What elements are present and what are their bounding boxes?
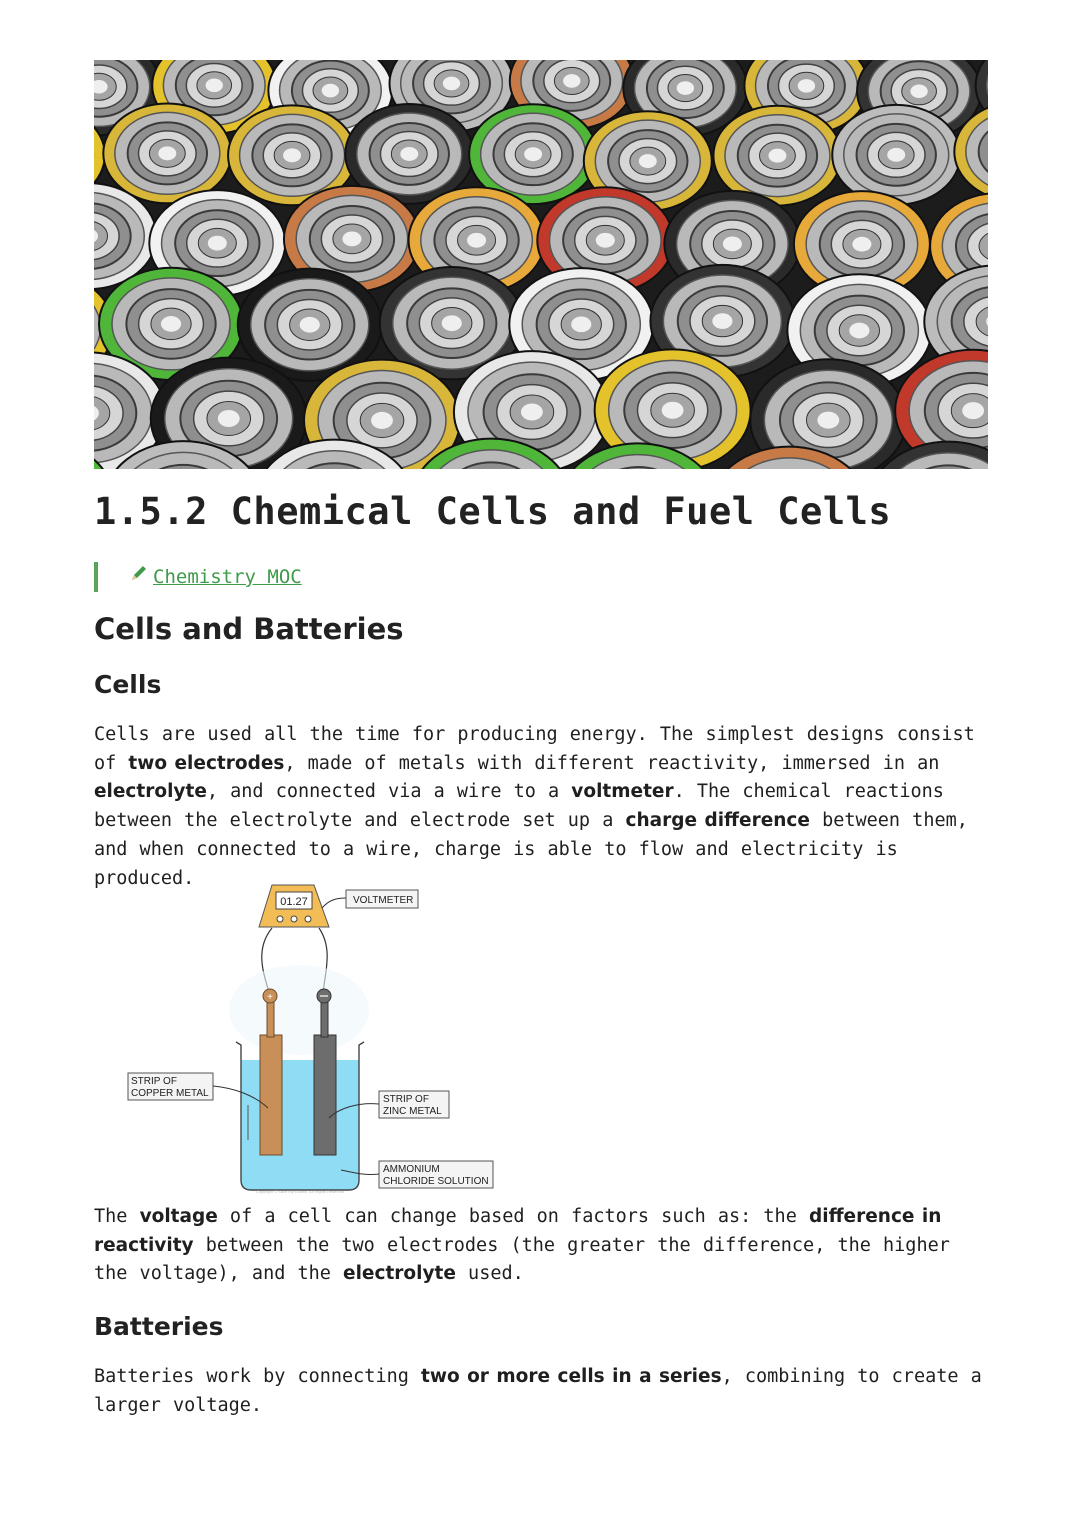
copper-electrode xyxy=(260,1035,282,1155)
cells-heading: Cells xyxy=(94,670,162,699)
solution-label-1: AMMONIUM xyxy=(383,1164,440,1175)
voltmeter-reading: 01.27 xyxy=(280,896,308,908)
pencil-icon xyxy=(129,563,149,588)
moc-link-label: Chemistry MOC xyxy=(153,566,302,588)
cells-p2-run: electrolyte xyxy=(343,1263,456,1285)
copper-label-1: STRIP OF xyxy=(131,1076,177,1087)
diagram-copyright: Copyright © Save My Exams. All Rights Reserved xyxy=(255,1189,345,1194)
batteries-p-run: Batteries work by connecting xyxy=(94,1366,422,1387)
cells-p1-run: electrolyte xyxy=(94,781,207,803)
zinc-electrode xyxy=(314,1035,336,1155)
callout-bar xyxy=(94,562,98,592)
electrochemical-cell-diagram xyxy=(124,880,504,1200)
zinc-label-1: STRIP OF xyxy=(383,1094,429,1105)
batteries-p-run: , combining to create a larger voltage. xyxy=(94,1366,982,1416)
cells-p2-run: voltage xyxy=(139,1206,218,1227)
voltmeter-label: VOLTMETER xyxy=(353,895,414,906)
cells-p2-run: between the two electrodes (the greater the difference, the higher the voltage), and the xyxy=(94,1234,950,1285)
chemistry-moc-link[interactable] xyxy=(129,563,302,588)
battery-top xyxy=(103,103,231,203)
batteries-paragraph xyxy=(94,1363,994,1420)
voltmeter-icon xyxy=(259,885,329,927)
solution-label-2: CHLORIDE SOLUTION xyxy=(383,1176,489,1187)
cells-p2-run: used. xyxy=(455,1263,524,1285)
batteries-photo xyxy=(94,60,988,469)
page-title: 1.5.2 Chemical Cells and Fuel Cells xyxy=(94,490,892,533)
copper-label-2: COPPER METAL xyxy=(131,1088,209,1099)
cells-p1-run: two electrodes xyxy=(128,752,285,774)
cells-paragraph-1 xyxy=(94,721,994,893)
section-heading: Cells and Batteries xyxy=(94,612,404,646)
zinc-label-2: ZINC METAL xyxy=(383,1106,442,1117)
cells-p1-run: charge difference xyxy=(625,810,810,832)
batteries-heading: Batteries xyxy=(94,1312,224,1341)
cells-p1-run: between them, and when connected to a wire, charge is able to flow and electricity is produced. xyxy=(94,810,968,889)
cells-p2-run: difference in reactivity xyxy=(94,1206,942,1256)
battery-top xyxy=(832,105,960,205)
cells-p1-run: , and connected via a wire to a xyxy=(206,781,572,803)
cells-p1-run: voltmeter xyxy=(571,781,674,803)
batteries-p-run: two or more cells in a series xyxy=(421,1366,722,1387)
cells-p2-run: of a cell can change based on factors such as: the xyxy=(217,1206,809,1227)
cells-p1-run: Cells are used all the time for producing energy. The simplest designs consist of xyxy=(94,724,975,774)
cells-p1-run: , made of metals with different reactivity, immersed in an xyxy=(284,752,940,774)
cells-paragraph-2 xyxy=(94,1203,994,1289)
cells-p2-run: The xyxy=(94,1206,140,1227)
cells-p1-run: . The chemical reactions between the electrolyte and electrode set up a xyxy=(94,781,944,832)
svg-text:+: + xyxy=(267,992,273,1003)
